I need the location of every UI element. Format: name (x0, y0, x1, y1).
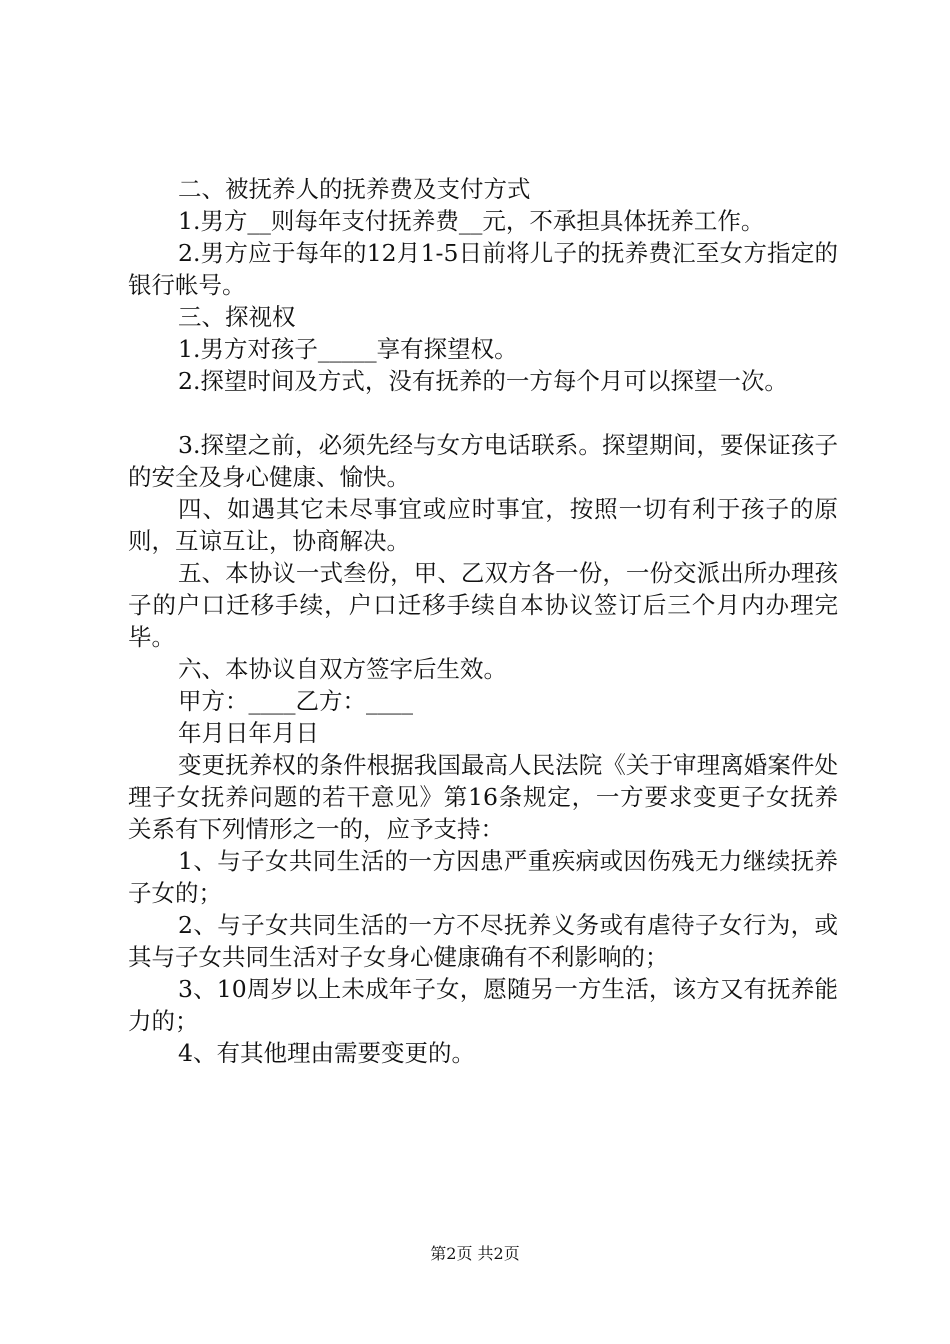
page-footer: 第2页 共2页 (430, 1244, 520, 1263)
clause-visitation-right: 1.男方对孩子_____享有探望权。 (178, 335, 518, 363)
section-effective: 六、本协议自双方签字后生效。 (178, 655, 507, 683)
custody-change-item-2: 2、与子女共同生活的一方不尽抚养义务或有虐待子女行为，或其与子女共同生活对子女身心健康确有不利影响的； (128, 911, 838, 971)
clause-visitation-time: 2.探望时间及方式，没有抚养的一方每个月可以探望一次。 (178, 367, 788, 395)
section-other-matters: 四、如遇其它未尽事宜或应时事宜，按照一切有利于孩子的原则，互谅互让，协商解决。 (128, 495, 838, 555)
section-heading-alimony: 二、被抚养人的抚养费及支付方式 (178, 175, 531, 203)
document-body (128, 173, 838, 1069)
date-line: 年月日年月日 (178, 719, 319, 747)
custody-change-item-1: 1、与子女共同生活的一方因患严重疾病或因伤残无力继续抚养子女的； (128, 847, 838, 907)
section-copies: 五、本协议一式叁份，甲、乙双方各一份，一份交派出所办理孩子的户口迁移手续，户口迁移手续自本协议签订后三个月内办理完毕。 (128, 559, 838, 651)
clause-alimony-amount: 1.男方__则每年支付抚养费__元，不承担具体抚养工作。 (178, 207, 765, 235)
signature-line: 甲方：____乙方：____ (178, 687, 413, 715)
section-heading-visitation: 三、探视权 (178, 303, 296, 331)
clause-visitation-contact: 3.探望之前，必须先经与女方电话联系。探望期间，要保证孩子的安全及身心健康、愉快。 (128, 431, 838, 491)
clause-alimony-payment: 2.男方应于每年的12月1-5日前将儿子的抚养费汇至女方指定的银行帐号。 (128, 239, 838, 299)
custody-change-item-4: 4、有其他理由需要变更的。 (178, 1039, 475, 1067)
custody-change-intro: 变更抚养权的条件根据我国最高人民法院《关于审理离婚案件处理子女抚养问题的若干意见》第16条规定，一方要求变更子女抚养关系有下列情形之一的，应予支持： (128, 751, 838, 843)
custody-change-item-3: 3、10周岁以上未成年子女，愿随另一方生活，该方又有抚养能力的； (128, 975, 838, 1035)
